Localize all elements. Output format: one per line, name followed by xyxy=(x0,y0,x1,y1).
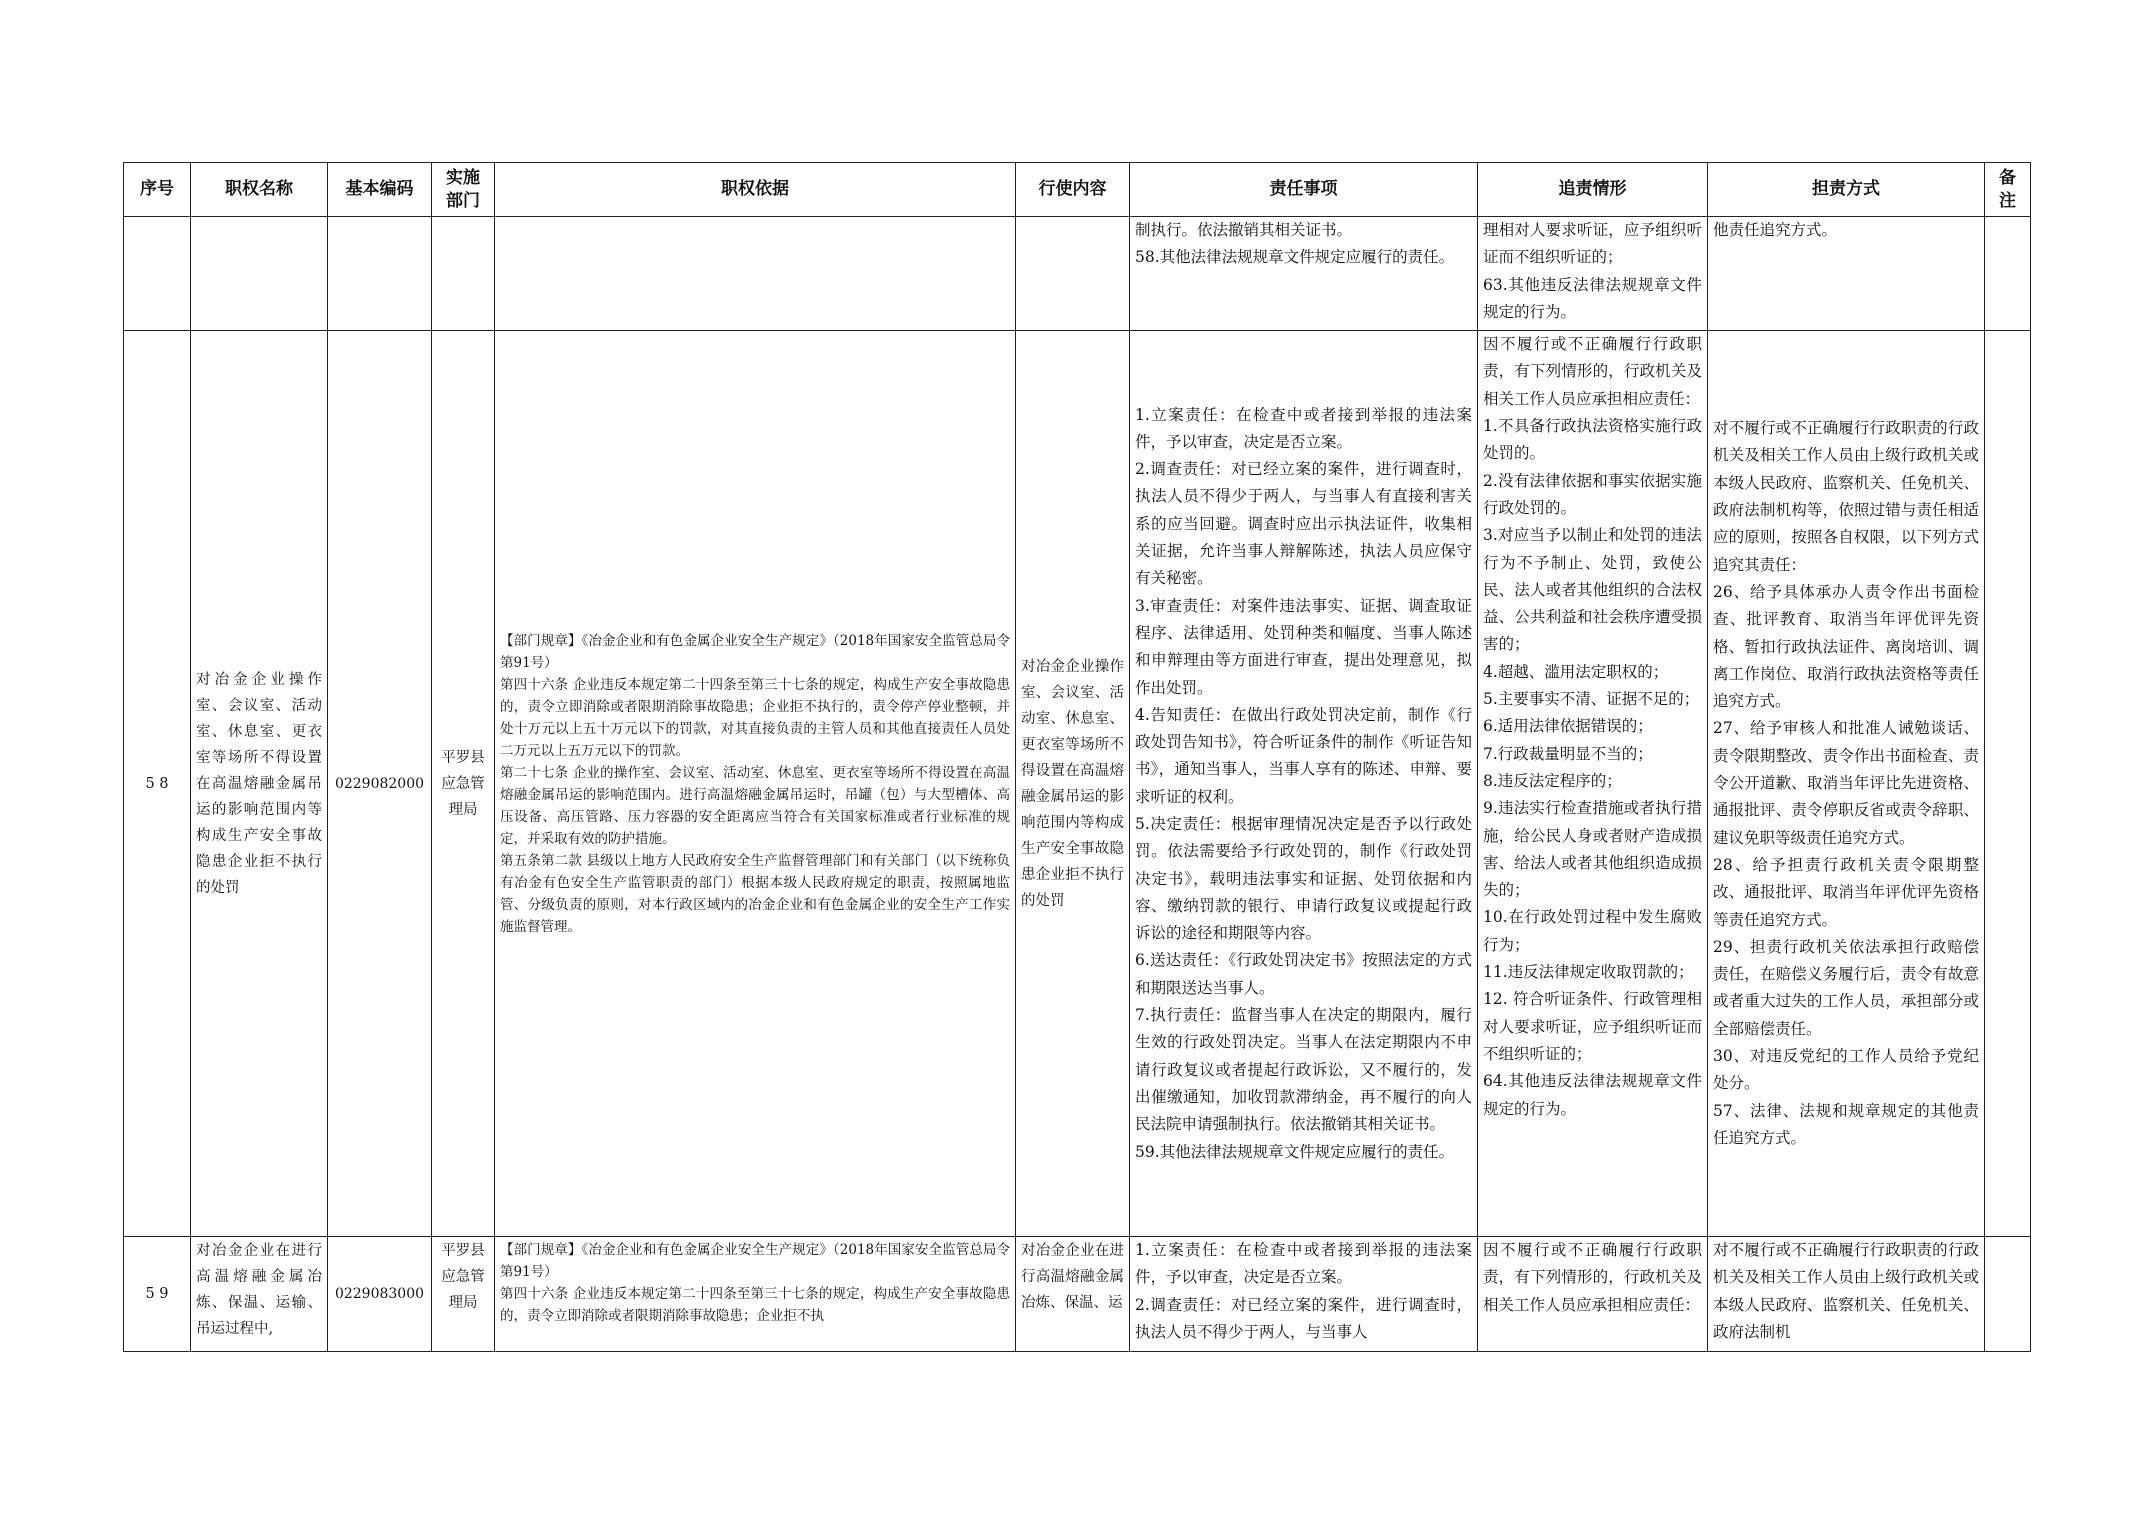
cell-basic-code xyxy=(328,217,432,331)
table-header-row xyxy=(124,163,2031,217)
header-accountability: 追责情形 xyxy=(1478,163,1708,217)
cell-responsibility: 1.立案责任：在检查中或者接到举报的违法案件，予以审查，决定是否立案。 2.调查责任：对已经立案的案件，进行调查时，执法人员不得少于两人，与当事人有直接利害关系的应当回避。调查时应出示执法证件，收集相关证据，允许当事人辩解陈述，执法人员应保守有关秘密。 3.审查责任：对案件违法事实、证据、调查取证程序、法律适用、处罚种类和幅度、当事人陈述和申辩理由等方面进行审查，提出处理意见，拟作出处罚。 4.告知责任：在做出行政处罚决定前，制作《行政处罚告知书》，符合听证条件的制作《听证告知书》，通知当事人，当事人享有的陈述、申辩、要求听证的权利。 5.决定责任：根据审理情况决定是否予以行政处罚。依法需要给予行政处罚的，制作《行政处罚决定书》，载明违法事实和证据、处罚依据和内容、缴纳罚款的银行、申请行政复议或提起行政诉讼的途径和期限等内容。 6.送达责任：《行政处罚决定书》按照法定的方式和期限送达当事人。 7.执行责任：监督当事人在决定的期限内，履行生效的行政处罚决定。当事人在法定期限内不申请行政复议或者提起行政诉讼，又不履行的，发出催缴通知，加收罚款滞纳金，再不履行的向人民法院申请强制执行。依法撤销其相关证书。 59.其他法律法规规章文件规定应履行的责任。 xyxy=(1130,331,1478,1237)
cell-remarks xyxy=(1985,217,2031,331)
cell-remarks xyxy=(1985,1237,2031,1352)
cell-liability: 他责任追究方式。 xyxy=(1708,217,1985,331)
cell-accountability: 因不履行或不正确履行行政职责，有下列情形的，行政机关及相关工作人员应承担相应责任： xyxy=(1478,1237,1708,1352)
responsibility-table xyxy=(123,162,2031,1352)
table-row xyxy=(124,217,2031,331)
cell-power-basis xyxy=(495,217,1016,331)
cell-seq xyxy=(124,217,191,331)
cell-accountability: 理相对人要求听证，应予组织听证而不组织听证的； 63.其他违反法律法规规章文件规定的行为。 xyxy=(1478,217,1708,331)
cell-liability: 对不履行或不正确履行行政职责的行政机关及相关工作人员由上级行政机关或本级人民政府、监察机关、任免机关、政府法制机 xyxy=(1708,1237,1985,1352)
header-seq: 序号 xyxy=(124,163,191,217)
cell-liability: 对不履行或不正确履行行政职责的行政机关及相关工作人员由上级行政机关或本级人民政府、监察机关、任免机关、政府法制机构等，依照过错与责任相适应的原则，按照各自权限，以下列方式追究其责任： 26、给予具体承办人责令作出书面检查、批评教育、取消当年评优评先资格、暂扣行政执法证件、离岗培训、调离工作岗位、取消行政执法资格等责任追究方式。 27、给予审核人和批准人诫勉谈话、责令限期整改、责令作出书面检查、责令公开道歉、取消当年评比先进资格、通报批评、责令停职反省或责令辞职、建议免职等级责任追究方式。 28、给予担责行政机关责令限期整改、通报批评、取消当年评优评先资格等责任追究方式。 29、担责行政机关依法承担行政赔偿责任，在赔偿义务履行后，责令有故意或者重大过失的工作人员，承担部分或全部赔偿责任。 30、对违反党纪的工作人员给予党纪处分。 57、法律、法规和规章规定的其他责任追究方式。 xyxy=(1708,331,1985,1237)
cell-basic-code: 0229082000 xyxy=(328,331,432,1237)
header-responsibility: 责任事项 xyxy=(1130,163,1478,217)
header-liability: 担责方式 xyxy=(1708,163,1985,217)
cell-department xyxy=(432,217,495,331)
cell-exercise-content xyxy=(1016,217,1130,331)
cell-power-basis: 【部门规章】《冶金企业和有色金属企业安全生产规定》（2018年国家安全监管总局令第91号） 第四十六条 企业违反本规定第二十四条至第三十七条的规定，构成生产安全事故隐患的，责令立即消除或者限期消除事故隐患；企业拒不执行的，责令停产停业整顿，并处十万元以上五十万元以下的罚款，对其直接负责的主管人员和其他直接责任人员处二万元以上五万元以下的罚款。 第二十七条 企业的操作室、会议室、活动室、休息室、更衣室等场所不得设置在高温熔融金属吊运的影响范围内。进行高温熔融金属吊运时，吊罐（包）与大型槽体、高压设备、高压管路、压力容器的安全距离应当符合有关国家标准或者行业标准的规定，并采取有效的防护措施。 第五条第二款 县级以上地方人民政府安全生产监督管理部门和有关部门（以下统称负有冶金有色安全生产监管职责的部门）根据本级人民政府规定的职责，按照属地监管、分级负责的原则，对本行政区域内的冶金企业和有色金属企业的安全生产工作实施监督管理。 xyxy=(495,331,1016,1237)
cell-power-name: 对冶金企业操作室、会议室、活动室、休息室、更衣室等场所不得设置在高温熔融金属吊运的影响范围内等构成生产安全事故隐患企业拒不执行的处罚 xyxy=(191,331,328,1237)
cell-exercise-content: 对冶金企业在进行高温熔融金属冶炼、保温、运 xyxy=(1016,1237,1130,1352)
cell-seq: 5 8 xyxy=(124,331,191,1237)
cell-department: 平罗县应急管理局 xyxy=(432,1237,495,1352)
header-power-basis: 职权依据 xyxy=(495,163,1016,217)
cell-seq: 5 9 xyxy=(124,1237,191,1352)
cell-remarks xyxy=(1985,331,2031,1237)
table-row xyxy=(124,331,2031,1237)
cell-accountability: 因不履行或不正确履行行政职责，有下列情形的，行政机关及相关工作人员应承担相应责任： 1.不具备行政执法资格实施行政处罚的。 2.没有法律依据和事实依据实施行政处罚的。 3.对应当予以制止和处罚的违法行为不予制止、处罚，致使公民、法人或者其他组织的合法权益、公共利益和社会秩序遭受损害的； 4.超越、滥用法定职权的； 5.主要事实不清、证据不足的； 6.适用法律依据错误的； 7.行政裁量明显不当的； 8.违反法定程序的； 9.违法实行检查措施或者执行措施，给公民人身或者财产造成损害、给法人或者其他组织造成损失的； 10.在行政处罚过程中发生腐败行为； 11.违反法律规定收取罚款的； 12. 符合听证条件、行政管理相对人要求听证，应予组织听证而不组织听证的； 64.其他违反法律法规规章文件规定的行为。 xyxy=(1478,331,1708,1237)
header-basic-code: 基本编码 xyxy=(328,163,432,217)
table-row xyxy=(124,1237,2031,1352)
cell-power-name: 对冶金企业在进行高温熔融金属冶炼、保温、运输、吊运过程中, xyxy=(191,1237,328,1352)
header-remarks: 备 注 xyxy=(1985,163,2031,217)
cell-power-basis: 【部门规章】《冶金企业和有色金属企业安全生产规定》（2018年国家安全监管总局令第91号） 第四十六条 企业违反本规定第二十四条至第三十七条的规定，构成生产安全事故隐患的，责令立即消除或者限期消除事故隐患；企业拒不执 xyxy=(495,1237,1016,1352)
cell-responsibility: 制执行。依法撤销其相关证书。 58.其他法律法规规章文件规定应履行的责任。 xyxy=(1130,217,1478,331)
cell-power-name xyxy=(191,217,328,331)
header-department: 实施 部门 xyxy=(432,163,495,217)
cell-basic-code: 0229083000 xyxy=(328,1237,432,1352)
header-power-name: 职权名称 xyxy=(191,163,328,217)
header-exercise-content: 行使内容 xyxy=(1016,163,1130,217)
cell-department: 平罗县应急管理局 xyxy=(432,331,495,1237)
cell-responsibility: 1.立案责任：在检查中或者接到举报的违法案件，予以审查，决定是否立案。 2.调查责任：对已经立案的案件，进行调查时，执法人员不得少于两人，与当事人 xyxy=(1130,1237,1478,1352)
cell-exercise-content: 对冶金企业操作室、会议室、活动室、休息室、更衣室等场所不得设置在高温熔融金属吊运的影响范围内等构成生产安全事故隐患企业拒不执行的处罚 xyxy=(1016,331,1130,1237)
